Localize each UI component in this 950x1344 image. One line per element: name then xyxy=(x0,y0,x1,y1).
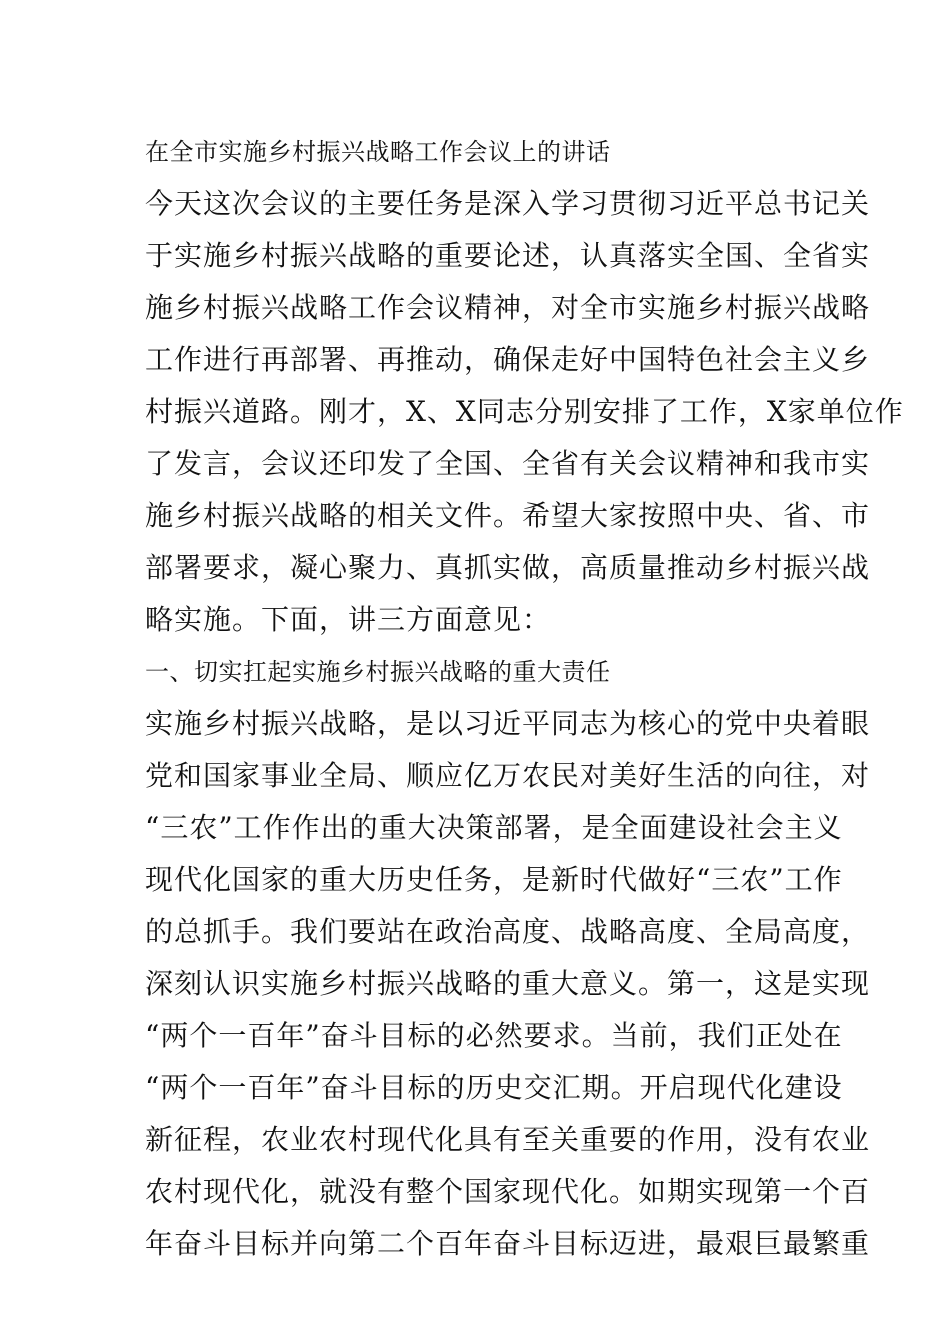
paragraph-line: 于实施乡村振兴战略的重要论述，认真落实全国、全省实 xyxy=(145,239,871,272)
paragraph-line: 施乡村振兴战略工作会议精神，对全市实施乡村振兴战略 xyxy=(145,291,871,324)
paragraph-line: 现代化国家的重大历史任务，是新时代做好“三农”工作 xyxy=(145,863,843,896)
section-heading: 一、切实扛起实施乡村振兴战略的重大责任 xyxy=(145,658,611,686)
paragraph-line: 的总抓手。我们要站在政治高度、战略高度、全局高度， xyxy=(145,915,871,948)
paragraph-line: 今天这次会议的主要任务是深入学习贯彻习近平总书记关 xyxy=(145,187,871,220)
paragraph-line: 实施乡村振兴战略，是以习近平同志为核心的党中央着眼 xyxy=(145,707,871,740)
paragraph-line: 深刻认识实施乡村振兴战略的重大意义。第一，这是实现 xyxy=(145,967,871,1000)
paragraph-line: “三农”工作作出的重大决策部署，是全面建设社会主义 xyxy=(145,811,843,844)
paragraph-line: 党和国家事业全局、顺应亿万农民对美好生活的向往，对 xyxy=(145,759,871,792)
paragraph-line: 农村现代化，就没有整个国家现代化。如期实现第一个百 xyxy=(145,1175,871,1208)
paragraph-line: 工作进行再部署、再推动，确保走好中国特色社会主义乡 xyxy=(145,343,871,376)
paragraph-line: 施乡村振兴战略的相关文件。希望大家按照中央、省、市 xyxy=(145,499,871,532)
paragraph-line: “两个一百年”奋斗目标的历史交汇期。开启现代化建设 xyxy=(145,1071,843,1104)
paragraph-line: 了发言，会议还印发了全国、全省有关会议精神和我市实 xyxy=(145,447,871,480)
paragraph-line: 村振兴道路。刚才，X、X同志分别安排了工作，X家单位作 xyxy=(145,395,904,428)
paragraph-line: 略实施。下面，讲三方面意见： xyxy=(145,603,552,636)
paragraph-line: 年奋斗目标并向第二个百年奋斗目标迈进，最艰巨最繁重 xyxy=(145,1227,871,1260)
paragraph-line: 新征程，农业农村现代化具有至关重要的作用，没有农业 xyxy=(145,1123,871,1156)
document-body xyxy=(145,126,904,1270)
paragraph-line: “两个一百年”奋斗目标的必然要求。当前，我们正处在 xyxy=(145,1019,843,1052)
paragraph-intro xyxy=(145,178,904,646)
paragraph-line: 部署要求，凝心聚力、真抓实做，高质量推动乡村振兴战 xyxy=(145,551,871,584)
paragraph-section-1 xyxy=(145,698,871,1270)
document-title: 在全市实施乡村振兴战略工作会议上的讲话 xyxy=(145,138,611,166)
